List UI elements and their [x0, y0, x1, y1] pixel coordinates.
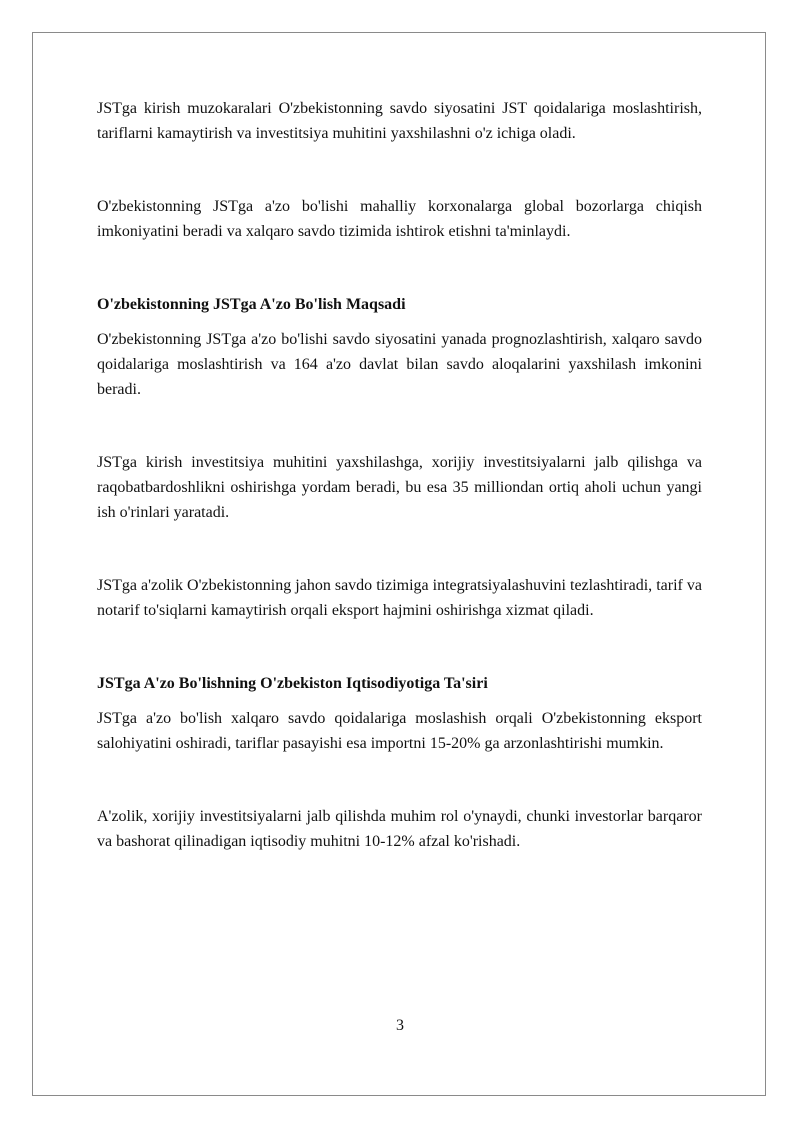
- section-heading-maqsadi: O'zbekistonning JSTga A'zo Bo'lish Maqsadi: [97, 296, 406, 313]
- paragraph-maqsadi-2: JSTga kirish investitsiya muhitini yaxshilashga, xorijiy investitsiyalarni jalb qilishga va raqobatbardoshlikni oshirishga yordam beradi, bu esa 35 milliondan ortiq aholi uchun yangi ish o'rinlari yaratadi.: [97, 454, 702, 521]
- paragraph-maqsadi-1: O'zbekistonning JSTga a'zo bo'lishi savdo siyosatini yanada prognozlashtirish, xalqaro savdo qoidalariga moslashtirish va 164 a'zo davlat bilan savdo aloqalarini yaxshilash imkonini beradi.: [97, 331, 702, 398]
- paragraph-intro-2: O'zbekistonning JSTga a'zo bo'lishi mahalliy korxonalarga global bozorlarga chiqish imkoniyatini beradi va xalqaro savdo tizimida ishtirok etishni ta'minlaydi.: [97, 198, 702, 240]
- paragraph-tasiri-1: JSTga a'zo bo'lish xalqaro savdo qoidalariga moslashish orqali O'zbekistonning eksport salohiyatini oshiradi, tariflar pasayishi esa importni 15-20% ga arzonlashtirishi mumkin.: [97, 710, 702, 752]
- paragraph-intro-1: JSTga kirish muzokaralari O'zbekistonning savdo siyosatini JST qoidalariga moslashtirish, tariflarni kamaytirish va investitsiya muhitini yaxshilashni o'z ichiga oladi.: [97, 100, 702, 142]
- section-heading-tasiri: JSTga A'zo Bo'lishning O'zbekiston Iqtisodiyotiga Ta'siri: [97, 675, 488, 692]
- paragraph-tasiri-2: A'zolik, xorijiy investitsiyalarni jalb qilishda muhim rol o'ynaydi, chunki investorlar barqaror va bashorat qilinadigan iqtisodiy muhitni 10-12% afzal ko'rishadi.: [97, 808, 702, 850]
- paragraph-maqsadi-3: JSTga a'zolik O'zbekistonning jahon savdo tizimiga integratsiyalashuvini tezlashtiradi, tarif va notarif to'siqlarni kamaytirish orqali eksport hajmini oshirishga xizmat qiladi.: [97, 577, 702, 619]
- document-body: [97, 96, 702, 854]
- page-number: 3: [396, 1017, 404, 1034]
